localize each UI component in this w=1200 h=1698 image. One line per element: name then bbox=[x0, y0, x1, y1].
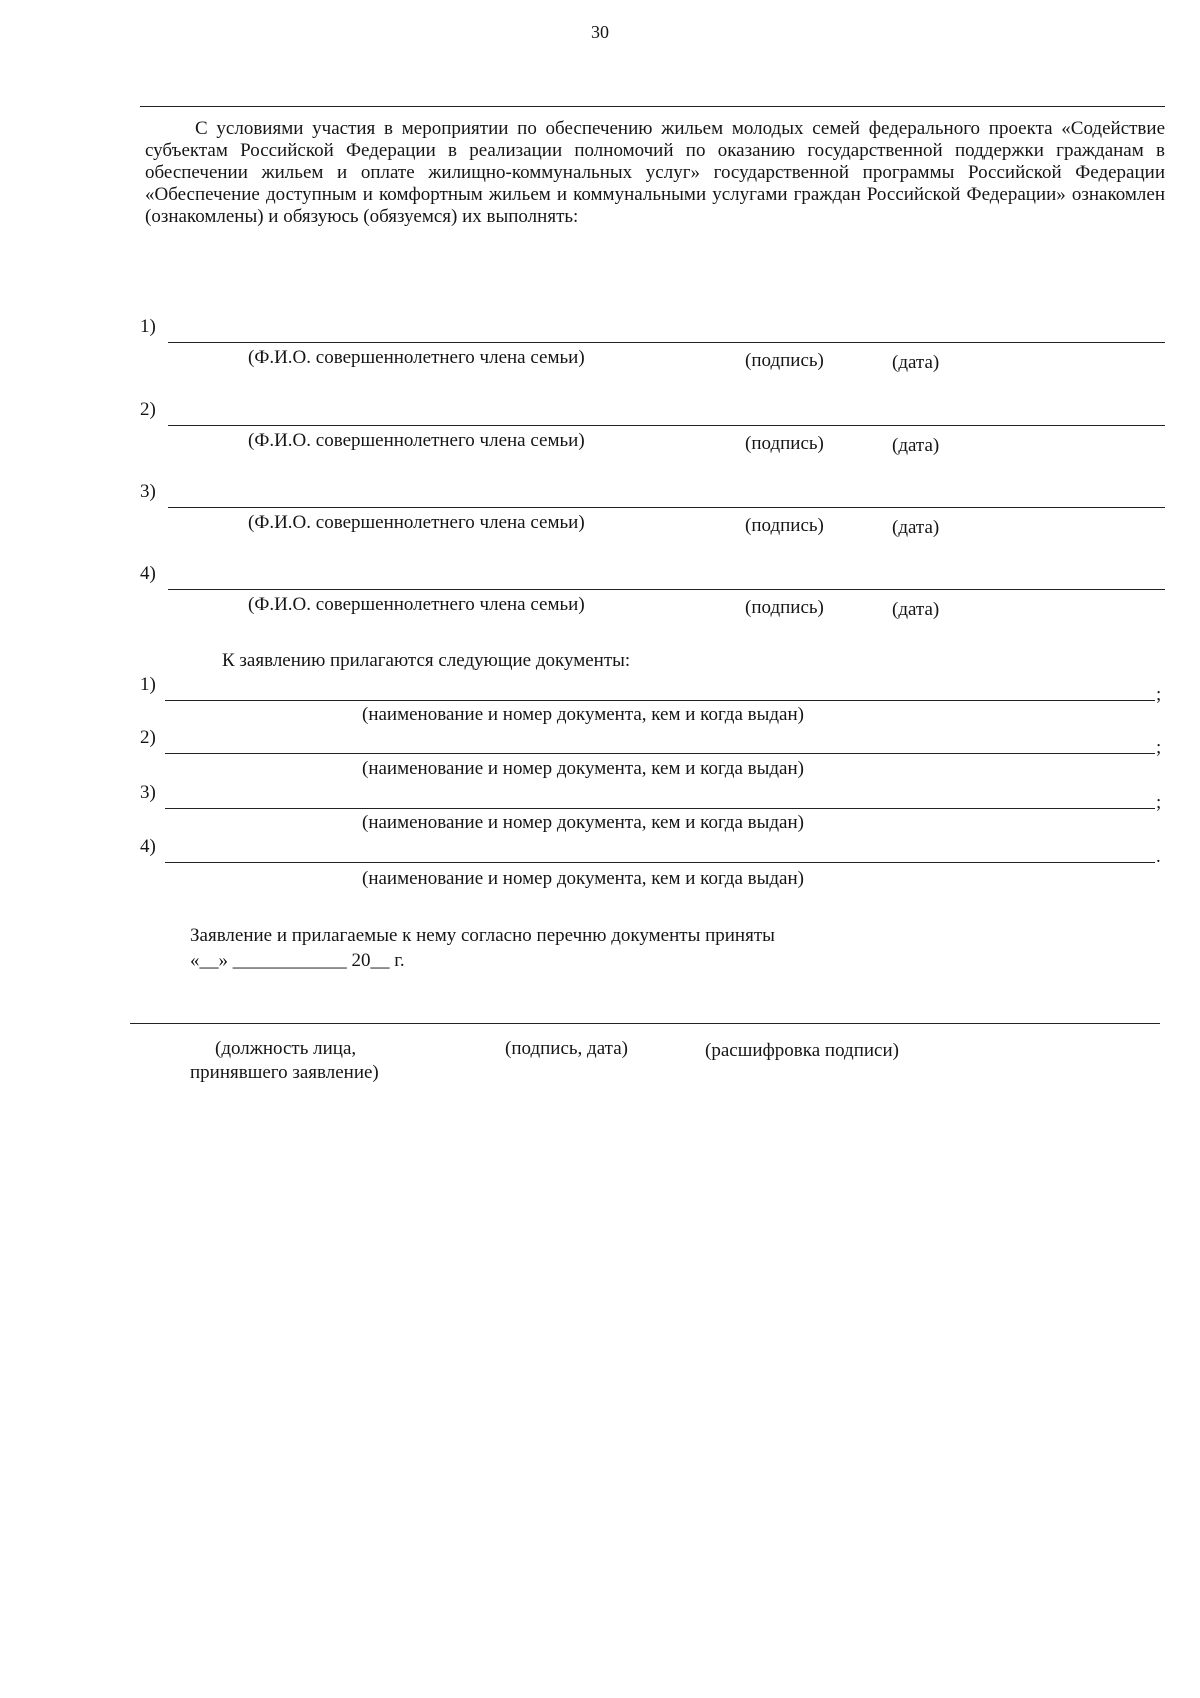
document-end-mark: ; bbox=[1156, 684, 1162, 705]
member-name-caption: (Ф.И.О. совершеннолетнего члена семьи) bbox=[248, 430, 585, 451]
document-line bbox=[165, 862, 1155, 863]
document-caption: (наименование и номер документа, кем и когда выдан) bbox=[362, 868, 804, 889]
member-name-line bbox=[168, 425, 1165, 426]
member-name-caption: (Ф.И.О. совершеннолетнего члена семьи) bbox=[248, 347, 585, 368]
document-number: 2) bbox=[140, 727, 156, 748]
officer-signature-line bbox=[130, 1023, 1160, 1024]
document-line bbox=[165, 753, 1155, 754]
officer-position-caption: принявшего заявление) bbox=[190, 1062, 379, 1083]
document-line bbox=[165, 700, 1155, 701]
member-signature-caption: (подпись) bbox=[745, 515, 824, 536]
member-name-caption: (Ф.И.О. совершеннолетнего члена семьи) bbox=[248, 594, 585, 615]
accepted-date: «__» ____________ 20__ г. bbox=[190, 950, 405, 971]
page-number: 30 bbox=[591, 22, 609, 42]
document-end-mark: . bbox=[1156, 846, 1161, 867]
member-number: 3) bbox=[140, 481, 156, 502]
member-date-caption: (дата) bbox=[892, 599, 940, 620]
officer-position-caption: (должность лица, bbox=[215, 1038, 357, 1059]
document-caption: (наименование и номер документа, кем и когда выдан) bbox=[362, 758, 804, 779]
document-end-mark: ; bbox=[1156, 737, 1162, 758]
document-caption: (наименование и номер документа, кем и когда выдан) bbox=[362, 704, 804, 725]
documents-heading: К заявлению прилагаются следующие документы: bbox=[222, 650, 631, 671]
intro-paragraph-text: С условиями участия в мероприятии по обеспечению жильем молодых семей федерального проекта «Содействие субъектам Российской Федерации в реализации полномочий по оказанию государственной поддержки гражданам в обеспечении жильем и оплате жилищно-коммунальных услуг» государственной программы Российской Федерации «Обеспечение доступным и комфортным жильем и коммунальными услугами граждан Российской Федерации» ознакомлен (ознакомлены) и обязуюсь (обязуемся) их выполнять: bbox=[145, 118, 1165, 227]
document-number: 1) bbox=[140, 674, 156, 695]
member-signature-caption: (подпись) bbox=[745, 433, 824, 454]
intro-paragraph bbox=[145, 118, 1165, 228]
member-signature-caption: (подпись) bbox=[745, 350, 824, 371]
member-name-caption: (Ф.И.О. совершеннолетнего члена семьи) bbox=[248, 512, 585, 533]
member-name-line bbox=[168, 589, 1165, 590]
officer-signature-caption: (подпись, дата) bbox=[505, 1038, 628, 1059]
document-end-mark: ; bbox=[1156, 792, 1162, 813]
member-name-line bbox=[168, 342, 1165, 343]
document-number: 4) bbox=[140, 836, 156, 857]
document-number: 3) bbox=[140, 782, 156, 803]
member-number: 4) bbox=[140, 563, 156, 584]
officer-decode-caption: (расшифровка подписи) bbox=[705, 1040, 899, 1061]
member-date-caption: (дата) bbox=[892, 352, 940, 373]
member-number: 2) bbox=[140, 399, 156, 420]
document-line bbox=[165, 808, 1155, 809]
member-name-line bbox=[168, 507, 1165, 508]
top-rule bbox=[140, 106, 1165, 107]
document-caption: (наименование и номер документа, кем и когда выдан) bbox=[362, 812, 804, 833]
member-date-caption: (дата) bbox=[892, 517, 940, 538]
member-signature-caption: (подпись) bbox=[745, 597, 824, 618]
member-date-caption: (дата) bbox=[892, 435, 940, 456]
member-number: 1) bbox=[140, 316, 156, 337]
accepted-text: Заявление и прилагаемые к нему согласно перечню документы приняты bbox=[190, 925, 775, 946]
